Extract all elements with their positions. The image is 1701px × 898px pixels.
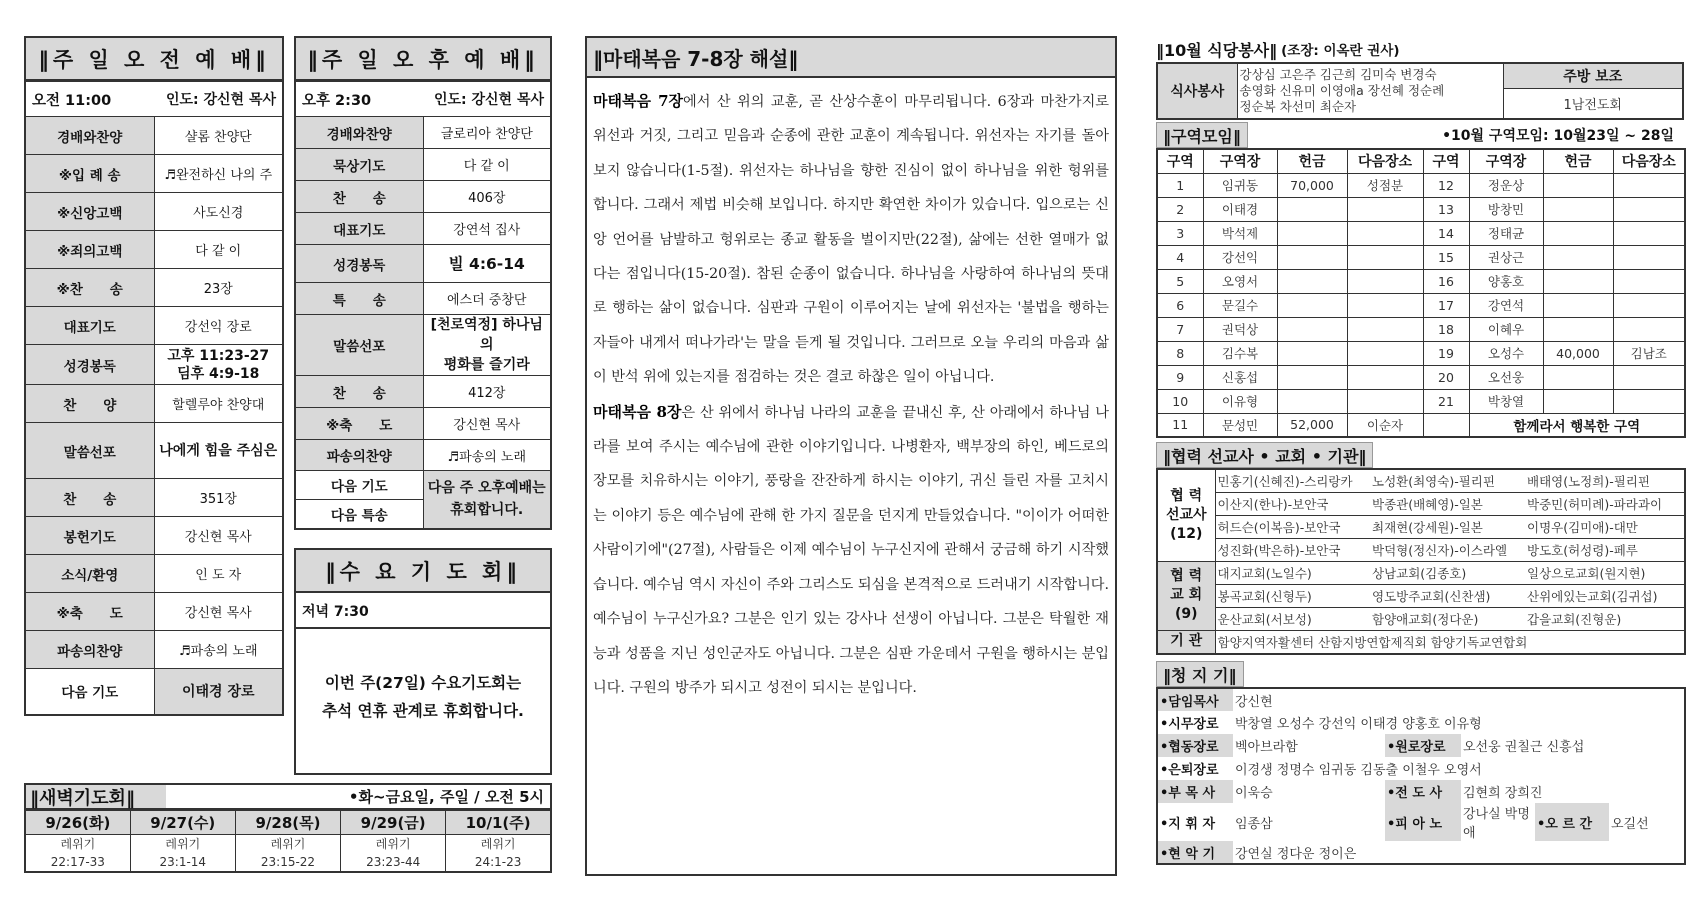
elders-label: •시무장로 bbox=[1160, 717, 1219, 732]
dawn-prayer bbox=[24, 783, 552, 873]
missionary-entry: 박중민(허미례)-파라과이 bbox=[1525, 492, 1685, 515]
district-cell: 이유형 bbox=[1203, 389, 1277, 413]
district-cell bbox=[1543, 221, 1613, 245]
district-cell: 이순자 bbox=[1347, 413, 1423, 437]
district-cell bbox=[1613, 293, 1685, 317]
morning-service bbox=[24, 36, 284, 716]
afternoon-row-value: ♬파송의 노래 bbox=[423, 440, 551, 471]
district-cell bbox=[1543, 389, 1613, 413]
morning-row-value: ♬파송의 노래 bbox=[154, 631, 283, 669]
missionary-entry: 이명우(김미애)-대만 bbox=[1525, 515, 1685, 538]
dawn-schedule: •화~금요일, 주일 / 오전 5시 bbox=[348, 788, 544, 806]
church-entry: 일상으로교회(원지현) bbox=[1525, 561, 1685, 584]
district-cell bbox=[1277, 245, 1347, 269]
dawn-book: 레위기 bbox=[165, 837, 201, 851]
wednesday-time: 저녁 7:30 bbox=[296, 593, 550, 629]
district-cell bbox=[1543, 173, 1613, 197]
district-col-header: 다음장소 bbox=[1347, 149, 1423, 173]
district-cell bbox=[1543, 269, 1613, 293]
district-cell: 문길수 bbox=[1203, 293, 1277, 317]
morning-row-value: 351장 bbox=[154, 479, 283, 517]
cafeteria-label: 식사봉사 bbox=[1157, 63, 1237, 119]
afternoon-row-label: 대표기도 bbox=[295, 213, 423, 245]
dawn-book: 레위기 bbox=[375, 837, 411, 851]
district-cell: 성점분 bbox=[1347, 173, 1423, 197]
afternoon-leader: 인도: 강신현 목사 bbox=[423, 82, 551, 117]
missionary-entry: 박덕형(정신자)-이스라엘 bbox=[1370, 538, 1525, 561]
district-cell: 52,000 bbox=[1277, 413, 1347, 437]
dawn-reading bbox=[235, 835, 340, 873]
dawn-book: 레위기 bbox=[480, 837, 516, 851]
org-label: 기 관 bbox=[1157, 630, 1215, 654]
dawn-reading bbox=[130, 835, 235, 873]
district-cell: 문성민 bbox=[1203, 413, 1277, 437]
morning-row-value: 할렐루야 찬양대 bbox=[154, 385, 283, 423]
dawn-title: ‖새벽기도회‖ bbox=[26, 785, 166, 808]
evang-value: 김현희 장희진 bbox=[1463, 786, 1543, 801]
district-cell: 8 bbox=[1157, 341, 1203, 365]
missions-header bbox=[1156, 442, 1684, 468]
cond-value: 임종삼 bbox=[1235, 816, 1273, 832]
missionary-entry: 이산지(한나)-보안국 bbox=[1215, 492, 1370, 515]
elders-value: 박창열 오성수 강선익 이태경 양홍호 이유형 bbox=[1235, 717, 1482, 732]
district-cell: 오선웅 bbox=[1469, 365, 1543, 389]
district-cell bbox=[1613, 197, 1685, 221]
missionary-entry: 방도호(허성령)-페루 bbox=[1525, 538, 1685, 561]
district-cell: 7 bbox=[1157, 317, 1203, 341]
cafeteria-table bbox=[1156, 62, 1684, 120]
emeritus-value: 오선웅 권칠근 신흥섭 bbox=[1463, 740, 1585, 755]
dawn-reading bbox=[446, 835, 551, 873]
district-cell: 16 bbox=[1423, 269, 1469, 293]
organ-label: •오 르 간 bbox=[1535, 803, 1609, 841]
staff-header bbox=[1156, 661, 1684, 687]
district-cell: 3 bbox=[1157, 221, 1203, 245]
church-entry: 대지교회(노일수) bbox=[1215, 561, 1370, 584]
district-cell bbox=[1613, 365, 1685, 389]
morning-row-label: 찬 양 bbox=[25, 385, 154, 423]
district-note: •10월 구역모임: 10월23일 ~ 28일 bbox=[1442, 128, 1674, 144]
dawn-day: 9/29(금) bbox=[341, 811, 446, 835]
afternoon-time: 오후 2:30 bbox=[295, 82, 423, 117]
district-cell bbox=[1613, 269, 1685, 293]
afternoon-row-label: ※축 도 bbox=[295, 408, 423, 440]
missions-table bbox=[1156, 468, 1686, 655]
afternoon-row-label: 성경봉독 bbox=[295, 245, 423, 283]
district-cell bbox=[1543, 365, 1613, 389]
district-col-header: 구역장 bbox=[1203, 149, 1277, 173]
morning-row-value: 사도신경 bbox=[154, 193, 283, 231]
morning-row-value: 강신현 목사 bbox=[154, 593, 283, 631]
district-cell: 21 bbox=[1423, 389, 1469, 413]
district-cell bbox=[1277, 269, 1347, 293]
morning-row-value: ♬완전하신 나의 주 bbox=[154, 155, 283, 193]
district-table bbox=[1156, 148, 1686, 438]
district-cell: 17 bbox=[1423, 293, 1469, 317]
district-cell bbox=[1347, 269, 1423, 293]
morning-leader: 인도: 강신현 목사 bbox=[154, 82, 283, 117]
district-cell bbox=[1613, 317, 1685, 341]
sermon-p2: 은 산 위에서 하나님 나라의 교훈을 끝내신 후, 산 아래에서 하나님 나라를 보여 주시는 예수님에 관한 이야기입니다. 나병환자, 백부장의 하인, 베드로의 장모를 치유하시는 이야기, 풍랑을 잔잔하게 하시는 이야기, 귀신 들린 자를 고치시는 이야기 등은 예수님에 관해 한 가지 질문을 던지게 만들었습니다. "이이가 어떠한 사람이기에"(27절), 사람들은 이제 예수님이 누구신지에 관해서 궁금해 하기 시작했습니다. 예수님 역시 자신이 주와 그리스도 되심을 본격적으로 드러내기 시작합니다. 예수님이 누구신가요? 그분은 인기 있는 강사나 선생이 아닙니다. 그분은 탁월한 재능과 성품을 지닌 성인군자도 아닙니다. 그분은 심판 가운데서 구원을 행하시는 분입니다. 구원의 방주가 되시고 성전이 되시는 분입니다. bbox=[593, 404, 1109, 696]
district-cell bbox=[1347, 389, 1423, 413]
dawn-day: 9/27(수) bbox=[130, 811, 235, 835]
dawn-book: 레위기 bbox=[270, 837, 306, 851]
assoc-label: •협동장로 bbox=[1157, 734, 1233, 757]
district-cell bbox=[1277, 365, 1347, 389]
church-entry: 봉곡교회(신형두) bbox=[1215, 584, 1370, 607]
district-cell bbox=[1613, 221, 1685, 245]
senior-value: 강신현 bbox=[1235, 694, 1273, 710]
district-slogan: 함께라서 행복한 구역 bbox=[1469, 413, 1685, 437]
kitchen-team: 1남전도회 bbox=[1503, 88, 1683, 119]
cafeteria-leader: (조장: 이옥란 권사) bbox=[1281, 43, 1400, 59]
district-title: ‖구역모임‖ bbox=[1156, 122, 1248, 148]
next-prayer-label: 다음 기도 bbox=[295, 471, 423, 500]
district-cell bbox=[1277, 341, 1347, 365]
district-cell bbox=[1277, 293, 1347, 317]
wednesday-prayer bbox=[294, 548, 552, 775]
district-cell: 70,000 bbox=[1277, 173, 1347, 197]
sermon-p1-head: 마태복음 7장 bbox=[593, 92, 684, 110]
org-list: 함양지역자활센터 산함지방연합제직회 함양기독교연합회 bbox=[1215, 630, 1685, 654]
morning-row-value: 나에게 힘을 주심은 bbox=[154, 423, 283, 479]
wednesday-message: 이번 주(27일) 수요기도회는 추석 연휴 관계로 휴회합니다. bbox=[322, 674, 524, 720]
district-cell: 강연석 bbox=[1469, 293, 1543, 317]
missionary-entry: 최재현(강세원)-일본 bbox=[1370, 515, 1525, 538]
district-cell: 정태균 bbox=[1469, 221, 1543, 245]
district-cell: 임귀동 bbox=[1203, 173, 1277, 197]
morning-row-label: ※신앙고백 bbox=[25, 193, 154, 231]
cafeteria-title: ‖10월 식당봉사‖ bbox=[1156, 40, 1278, 60]
district-cell bbox=[1613, 245, 1685, 269]
afternoon-row-value: 에스더 중창단 bbox=[423, 283, 551, 315]
district-cell: 10 bbox=[1157, 389, 1203, 413]
morning-row-label: 경배와찬양 bbox=[25, 117, 154, 155]
district-cell: 강선익 bbox=[1203, 245, 1277, 269]
morning-row-label: 대표기도 bbox=[25, 307, 154, 345]
missionary-entry: 성진화(박은하)-보안국 bbox=[1215, 538, 1370, 561]
district-cell: 박석제 bbox=[1203, 221, 1277, 245]
next-special-label: 다음 특송 bbox=[295, 500, 423, 529]
morning-row-label: 소식/환영 bbox=[25, 555, 154, 593]
district-cell: 18 bbox=[1423, 317, 1469, 341]
morning-row-value: 샬롬 찬양단 bbox=[154, 117, 283, 155]
church-label: 협 력 교 회 (9) bbox=[1157, 561, 1215, 630]
district-cell: 9 bbox=[1157, 365, 1203, 389]
morning-row-label: 찬 송 bbox=[25, 479, 154, 517]
afternoon-row-value: 글로리아 찬양단 bbox=[423, 117, 551, 149]
morning-row-label: 말씀선포 bbox=[25, 423, 154, 479]
dawn-verse: 23:15-22 bbox=[260, 855, 316, 869]
district-cell: 40,000 bbox=[1543, 341, 1613, 365]
afternoon-row-label: 말씀선포 bbox=[295, 315, 423, 376]
district-cell: 19 bbox=[1423, 341, 1469, 365]
district-cell: 이혜우 bbox=[1469, 317, 1543, 341]
morning-row-label: 봉헌기도 bbox=[25, 517, 154, 555]
morning-time: 오전 11:00 bbox=[25, 82, 154, 117]
church-entry: 산위에있는교회(김귀섭) bbox=[1525, 584, 1685, 607]
dawn-table bbox=[24, 810, 552, 873]
district-cell: 4 bbox=[1157, 245, 1203, 269]
missionary-entry: 박종관(배혜영)-일본 bbox=[1370, 492, 1525, 515]
staff-title: ‖청 지 기‖ bbox=[1156, 661, 1244, 687]
district-cell bbox=[1347, 221, 1423, 245]
morning-row-label: 성경봉독 bbox=[25, 345, 154, 385]
district-cell bbox=[1277, 317, 1347, 341]
next-message: 다음 주 오후예배는 휴회합니다. bbox=[423, 471, 551, 529]
afternoon-table bbox=[294, 81, 552, 530]
afternoon-title: ‖주 일 오 후 예 배‖ bbox=[294, 36, 552, 81]
district-cell: 13 bbox=[1423, 197, 1469, 221]
afternoon-service bbox=[294, 36, 552, 530]
missionary-entry: 배태영(노정희)-필리핀 bbox=[1525, 469, 1685, 492]
district-cell bbox=[1347, 317, 1423, 341]
district-cell: 6 bbox=[1157, 293, 1203, 317]
district-cell: 양홍호 bbox=[1469, 269, 1543, 293]
cafeteria-names: 강상심 고은주 김근희 김미숙 변경숙 송영화 신유미 이영애a 장선혜 정순례 정순복 차선미 최순자 bbox=[1237, 63, 1503, 119]
dawn-day: 10/1(주) bbox=[446, 811, 551, 835]
morning-row-value: 고후 11:23-27 딤후 4:9-18 bbox=[154, 345, 283, 385]
retired-value: 이경생 정명수 임귀동 김동출 이철우 오영서 bbox=[1235, 763, 1482, 778]
assist-value: 이욱승 bbox=[1235, 786, 1273, 801]
kitchen-label: 주방 보조 bbox=[1503, 63, 1683, 88]
retired-label: •은퇴장로 bbox=[1160, 763, 1219, 778]
missionary-entry: 노성환(최영숙)-필리핀 bbox=[1370, 469, 1525, 492]
morning-row-label: ※입 례 송 bbox=[25, 155, 154, 193]
district-cell: 박창열 bbox=[1469, 389, 1543, 413]
morning-row-label: ※축 도 bbox=[25, 593, 154, 631]
morning-row-label: 파송의찬양 bbox=[25, 631, 154, 669]
afternoon-row-value: 412장 bbox=[423, 376, 551, 408]
senior-label: •담임목사 bbox=[1157, 688, 1233, 711]
morning-row-value: 23장 bbox=[154, 269, 283, 307]
assoc-value: 벡아브라함 bbox=[1235, 740, 1298, 755]
district-cell bbox=[1613, 389, 1685, 413]
district-cell bbox=[1543, 245, 1613, 269]
district-cell: 오성수 bbox=[1469, 341, 1543, 365]
district-col-header: 헌금 bbox=[1543, 149, 1613, 173]
district-cell bbox=[1543, 317, 1613, 341]
district-cell: 신홍섭 bbox=[1203, 365, 1277, 389]
afternoon-row-label: 특 송 bbox=[295, 283, 423, 315]
sermon-p2-head: 마태복음 8장 bbox=[593, 402, 682, 421]
district-col-header: 구역 bbox=[1423, 149, 1469, 173]
district-cell: 2 bbox=[1157, 197, 1203, 221]
dawn-book: 레위기 bbox=[60, 837, 96, 851]
district-cell bbox=[1277, 197, 1347, 221]
district-col-header: 구역 bbox=[1157, 149, 1203, 173]
morning-table bbox=[24, 81, 284, 716]
dawn-verse: 24:1-23 bbox=[474, 855, 522, 869]
district-cell: 권상근 bbox=[1469, 245, 1543, 269]
district-cell bbox=[1347, 341, 1423, 365]
district-cell: 정운상 bbox=[1469, 173, 1543, 197]
morning-row-label: ※죄의고백 bbox=[25, 231, 154, 269]
sermon-commentary bbox=[585, 36, 1117, 876]
sermon-body bbox=[587, 78, 1115, 705]
staff-table bbox=[1156, 687, 1686, 865]
district-cell bbox=[1543, 293, 1613, 317]
right-column bbox=[1156, 36, 1684, 865]
district-cell bbox=[1347, 245, 1423, 269]
church-entry: 운산교회(서보성) bbox=[1215, 607, 1370, 630]
afternoon-row-label: 찬 송 bbox=[295, 376, 423, 408]
dawn-reading bbox=[341, 835, 446, 873]
afternoon-row-label: 찬 송 bbox=[295, 181, 423, 213]
missionary-entry: 민홍기(신혜진)-스리랑카 bbox=[1215, 469, 1370, 492]
dawn-reading bbox=[25, 835, 130, 873]
afternoon-row-value: 다 같 이 bbox=[423, 149, 551, 181]
orch-value: 강연실 정다운 정이은 bbox=[1235, 846, 1357, 862]
dawn-day: 9/26(화) bbox=[25, 811, 130, 835]
district-cell: 12 bbox=[1423, 173, 1469, 197]
district-col-header: 다음장소 bbox=[1613, 149, 1685, 173]
afternoon-row-value: [천로역정] 하나님의 평화를 즐기라 bbox=[423, 315, 551, 376]
afternoon-row-label: 경배와찬양 bbox=[295, 117, 423, 149]
emeritus-label: •원로장로 bbox=[1385, 734, 1461, 757]
church-entry: 갑을교회(진형운) bbox=[1525, 607, 1685, 630]
morning-row-value: 강신현 목사 bbox=[154, 517, 283, 555]
morning-title: ‖주 일 오 전 예 배‖ bbox=[24, 36, 284, 81]
piano-label: •피 아 노 bbox=[1385, 803, 1461, 841]
evang-label: •전 도 사 bbox=[1385, 780, 1461, 803]
missions-title: ‖협력 선교사 • 교회 • 기관‖ bbox=[1156, 442, 1373, 468]
dawn-day: 9/28(목) bbox=[235, 811, 340, 835]
cond-label: •지 휘 자 bbox=[1160, 816, 1216, 832]
afternoon-row-value: 강신현 목사 bbox=[423, 408, 551, 440]
church-entry: 영도방주교회(신찬샘) bbox=[1370, 584, 1525, 607]
district-col-header: 구역장 bbox=[1469, 149, 1543, 173]
wednesday-title: ‖수 요 기 도 회‖ bbox=[296, 550, 550, 593]
morning-row-label: 다음 기도 bbox=[25, 669, 154, 715]
district-cell: 5 bbox=[1157, 269, 1203, 293]
sermon-title: ‖마태복음 7-8장 해설‖ bbox=[587, 38, 1115, 78]
assist-label: •부 목 사 bbox=[1157, 780, 1233, 803]
piano-value: 강나실 박명애 bbox=[1463, 807, 1530, 841]
dawn-verse: 23:23-44 bbox=[366, 855, 421, 869]
district-cell: 11 bbox=[1157, 413, 1203, 437]
district-cell bbox=[1347, 365, 1423, 389]
church-entry: 상남교회(김종호) bbox=[1370, 561, 1525, 584]
district-cell: 방창민 bbox=[1469, 197, 1543, 221]
district-cell bbox=[1613, 173, 1685, 197]
district-cell: 20 bbox=[1423, 365, 1469, 389]
district-cell: 14 bbox=[1423, 221, 1469, 245]
morning-row-value: 이태경 장로 bbox=[154, 669, 283, 715]
morning-row-label: ※찬 송 bbox=[25, 269, 154, 307]
orch-label: •현 악 기 bbox=[1157, 841, 1233, 864]
afternoon-row-label: 묵상기도 bbox=[295, 149, 423, 181]
district-cell bbox=[1277, 389, 1347, 413]
district-cell bbox=[1277, 221, 1347, 245]
district-cell bbox=[1347, 293, 1423, 317]
district-cell bbox=[1347, 197, 1423, 221]
district-cell: 권덕상 bbox=[1203, 317, 1277, 341]
afternoon-row-value: 빌 4:6-14 bbox=[423, 245, 551, 283]
district-header bbox=[1156, 122, 1684, 148]
district-cell: 김수복 bbox=[1203, 341, 1277, 365]
afternoon-row-value: 406장 bbox=[423, 181, 551, 213]
district-cell: 1 bbox=[1157, 173, 1203, 197]
district-cell: 15 bbox=[1423, 245, 1469, 269]
organ-value: 오길선 bbox=[1611, 816, 1649, 832]
missionary-label: 협 력 선교사 (12) bbox=[1157, 469, 1215, 561]
missionary-entry: 허드슨(이복음)-보안국 bbox=[1215, 515, 1370, 538]
sermon-p1: 에서 산 위의 교훈, 곧 산상수훈이 마무리됩니다. 6장과 마찬가지로 위선과 거짓, 그리고 믿음과 순종에 관한 교훈이 계속됩니다. 위선자는 자기를 돌아보지 않습니다(1-5절). 위선자는 하나님을 향한 진심이 없이 하나님을 위한 헝위를 합니다. 그래서 제법 비슷해 보입니다. 하지만 확연한 차이가 있습니다. 입으로는 신앙 언어를 남발하고 헝위로는 종교 활동을 벌이지만(22절), 삶에는 선한 열매가 없다는 점입니다(15-20절). 참된 순종이 없습니다. 하나님을 사랑하여 하나님의 뜻대로 행하는 삶이 없습니다. 심판과 구원이 이루어지는 날에 위선자는 '불법을 행하는 자들아 내게서 떠나가라'는 말을 듣게 될 것입니다. 그러므로 오늘 우리의 마음과 삶이 반석 위에 있는지를 점검하는 것은 결코 하찮은 일이 아닙니다. bbox=[593, 94, 1109, 386]
district-cell bbox=[1423, 413, 1469, 437]
afternoon-row-label: 파송의찬양 bbox=[295, 440, 423, 471]
district-cell: 김남조 bbox=[1613, 341, 1685, 365]
district-cell: 이태경 bbox=[1203, 197, 1277, 221]
church-entry: 함양애교회(정다운) bbox=[1370, 607, 1525, 630]
district-col-header: 헌금 bbox=[1277, 149, 1347, 173]
dawn-verse: 23:1-14 bbox=[159, 855, 207, 869]
cafeteria-header bbox=[1156, 36, 1684, 62]
morning-row-value: 다 같 이 bbox=[154, 231, 283, 269]
district-cell bbox=[1543, 197, 1613, 221]
afternoon-row-value: 강연석 집사 bbox=[423, 213, 551, 245]
morning-row-value: 인 도 자 bbox=[154, 555, 283, 593]
district-cell: 오영서 bbox=[1203, 269, 1277, 293]
dawn-verse: 22:17-33 bbox=[50, 855, 105, 869]
morning-row-value: 강선익 장로 bbox=[154, 307, 283, 345]
